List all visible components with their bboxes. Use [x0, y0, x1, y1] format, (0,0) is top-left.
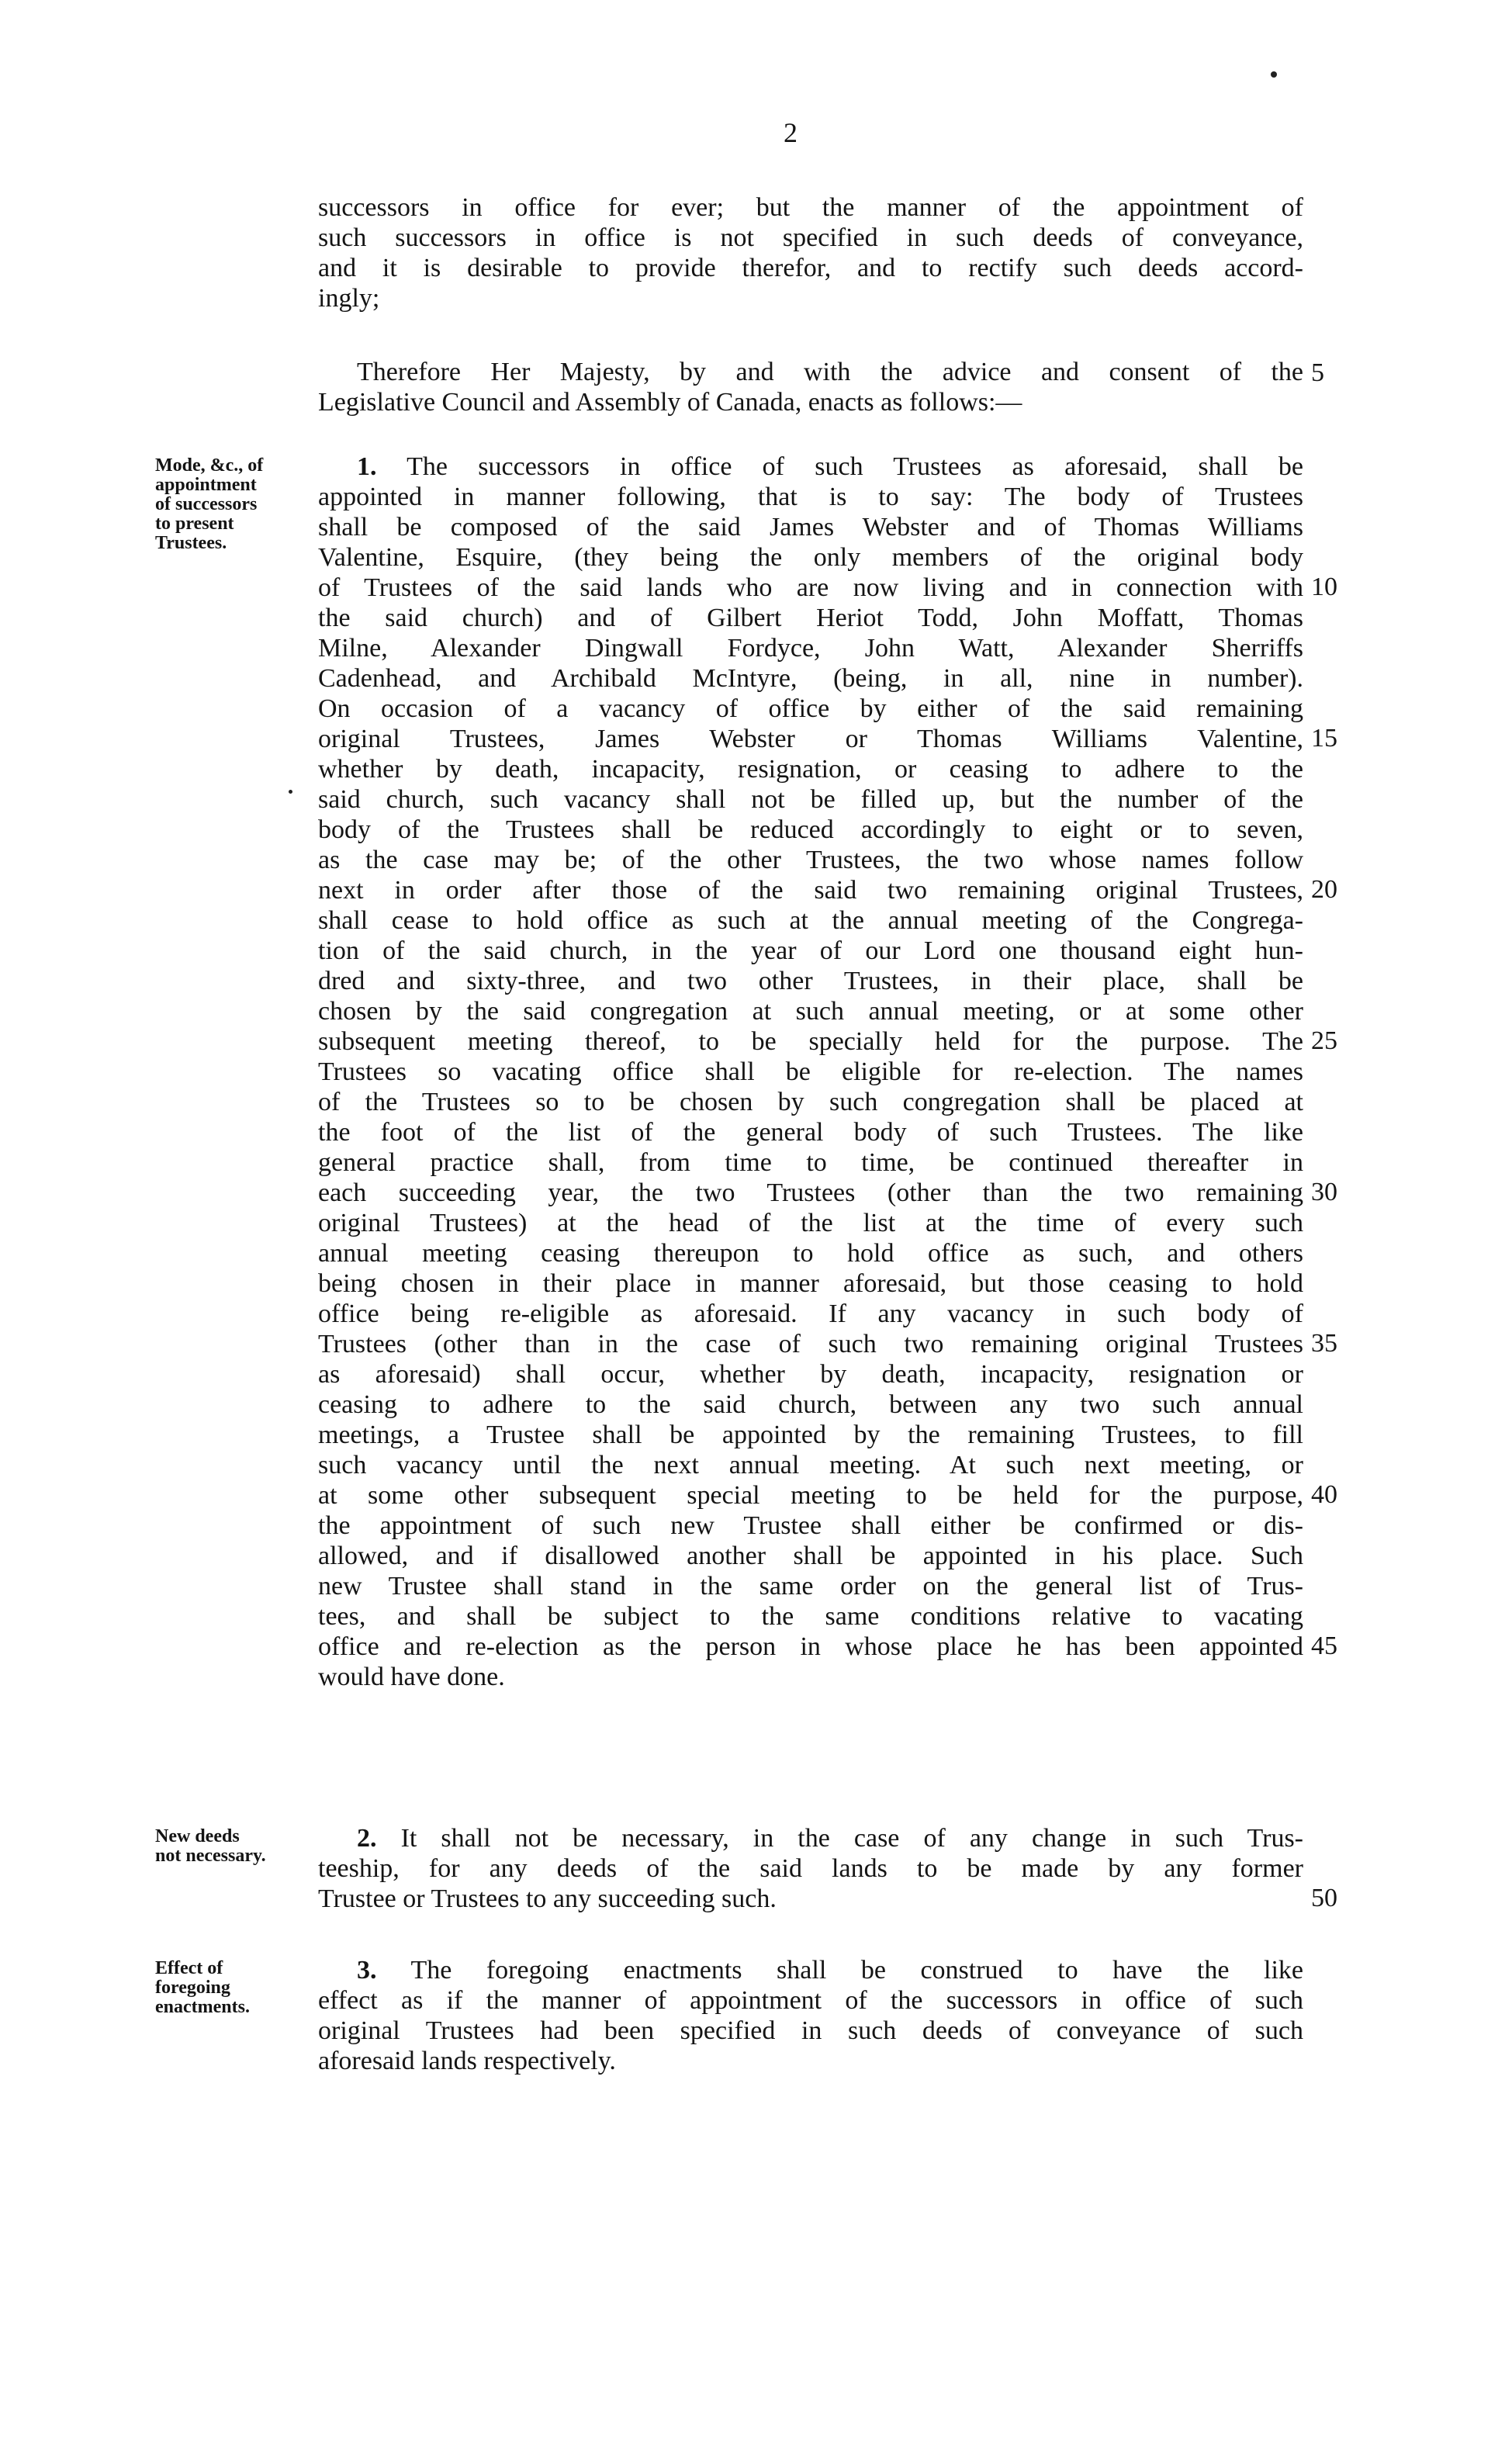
text-line: said church, such vacancy shall not be filled up, but the number of the [318, 785, 1303, 814]
text-line: allowed, and if disallowed another shall be appointed in his place. Such [318, 1542, 1303, 1570]
text-line: Cadenhead, and Archibald McIntyre, (being, in all, nine in number). [318, 664, 1303, 693]
print-speck [289, 790, 292, 794]
text-line: successors in office for ever; but the manner of the appointment of [318, 193, 1303, 222]
text-line: Valentine, Esquire, (they being the only members of the original body [318, 543, 1303, 572]
text-line: shall be composed of the said James Webster and of Thomas Williams [318, 513, 1303, 542]
page-number: 2 [784, 117, 798, 148]
print-speck [1271, 71, 1277, 78]
text-line: whether by death, incapacity, resignation, or ceasing to adhere to the [318, 755, 1303, 784]
margin-note-section-1: Mode, &c., of appointment of successors to present Trustees. [155, 455, 264, 553]
section-number: 3. [357, 1956, 377, 1985]
text-line: teeship, for any deeds of the said lands to be made by any former [318, 1854, 1303, 1883]
enacting-clause [318, 357, 1303, 417]
text-line: the said church) and of Gilbert Heriot Todd, John Moffatt, Thomas [318, 604, 1303, 632]
text-line: at some other subsequent special meeting to be held for the purpose, [318, 1481, 1303, 1510]
text-line: next in order after those of the said two remaining original Trustees, [318, 876, 1303, 905]
line-number: 25 [1311, 1026, 1337, 1055]
text-line: ingly; [318, 284, 380, 313]
line-number: 15 [1311, 724, 1337, 753]
text-line: dred and sixty-three, and two other Trustees, in their place, shall be [318, 967, 1303, 995]
text-line: appointed in manner following, that is to say: The body of Trustees [318, 483, 1303, 511]
text-line: annual meeting ceasing thereupon to hold office as such, and others [318, 1239, 1303, 1268]
line-number: 40 [1311, 1480, 1337, 1509]
text-line: 2. It shall not be necessary, in the case of any change in such Trus- [357, 1824, 1303, 1853]
section-2 [318, 1823, 1303, 1914]
text-line: On occasion of a vacancy of office by either of the said remaining [318, 694, 1303, 723]
text-line: 1. The successors in office of such Trustees as aforesaid, shall be [357, 452, 1303, 481]
text-line: chosen by the said congregation at such annual meeting, or at some other [318, 997, 1303, 1026]
text-line: being chosen in their place in manner aforesaid, but those ceasing to hold [318, 1269, 1303, 1298]
text-line: Therefore Her Majesty, by and with the advice and consent of the [357, 358, 1303, 386]
line-number: 45 [1311, 1632, 1337, 1660]
section-1 [318, 452, 1303, 1692]
intro-paragraph [318, 192, 1303, 313]
text-line: new Trustee shall stand in the same order on the general list of Trus- [318, 1572, 1303, 1601]
text-line: original Trustees had been specified in such deeds of conveyance of such [318, 2016, 1303, 2045]
text-line: such successors in office is not specified in such deeds of conveyance, [318, 223, 1303, 252]
text-line: of Trustees of the said lands who are now living and in connection with [318, 573, 1303, 602]
text-line: body of the Trustees shall be reduced accordingly to eight or to seven, [318, 815, 1303, 844]
text-line: as the case may be; of the other Trustees, the two whose names follow [318, 846, 1303, 874]
margin-note-section-3: Effect of foregoing enactments. [155, 1958, 250, 2017]
text-line: effect as if the manner of appointment of the successors in office of such [318, 1986, 1303, 2015]
text-line: would have done. [318, 1663, 505, 1691]
text-line: Trustees (other than in the case of such two remaining original Trustees [318, 1330, 1303, 1358]
section-number: 2. [357, 1824, 377, 1853]
line-number: 50 [1311, 1884, 1337, 1912]
line-number: 30 [1311, 1178, 1337, 1206]
line-number: 35 [1311, 1329, 1337, 1358]
text-line: Milne, Alexander Dingwall Fordyce, John Watt, Alexander Sherriffs [318, 634, 1303, 663]
text-line: and it is desirable to provide therefor, and to rectify such deeds accord- [318, 254, 1303, 282]
section-3 [318, 1955, 1303, 2076]
line-number: 10 [1311, 573, 1337, 601]
text-line: the appointment of such new Trustee shall either be confirmed or dis- [318, 1511, 1303, 1540]
text-line: original Trustees) at the head of the list at the time of every such [318, 1209, 1303, 1237]
text-line: shall cease to hold office as such at the annual meeting of the Congrega- [318, 906, 1303, 935]
text-line: aforesaid lands respectively. [318, 2047, 616, 2075]
text-line: meetings, a Trustee shall be appointed by the remaining Trustees, to fill [318, 1421, 1303, 1449]
text-line: 3. The foregoing enactments shall be construed to have the like [357, 1956, 1303, 1985]
text-line: each succeeding year, the two Trustees (other than the two remaining [318, 1178, 1303, 1207]
section-number: 1. [357, 452, 377, 481]
line-number: 20 [1311, 875, 1337, 904]
text-line: such vacancy until the next annual meeting. At such next meeting, or [318, 1451, 1303, 1479]
text-line: of the Trustees so to be chosen by such congregation shall be placed at [318, 1088, 1303, 1116]
text-line: Legislative Council and Assembly of Canada, enacts as follows:— [318, 388, 1022, 417]
margin-note-section-2: New deeds not necessary. [155, 1826, 266, 1866]
text-line: tion of the said church, in the year of our Lord one thousand eight hun- [318, 936, 1303, 965]
text-line: Trustee or Trustees to any succeeding such. [318, 1884, 777, 1913]
text-line: ceasing to adhere to the said church, between any two such annual [318, 1390, 1303, 1419]
text-line: Trustees so vacating office shall be eligible for re-election. The names [318, 1057, 1303, 1086]
line-number: 5 [1311, 358, 1324, 387]
text-line: the foot of the list of the general body of such Trustees. The like [318, 1118, 1303, 1147]
text-line: general practice shall, from time to time, be continued thereafter in [318, 1148, 1303, 1177]
text-line: office being re-eligible as aforesaid. If any vacancy in such body of [318, 1299, 1303, 1328]
text-line: tees, and shall be subject to the same conditions relative to vacating [318, 1602, 1303, 1631]
text-line: office and re-election as the person in whose place he has been appointed [318, 1632, 1303, 1661]
text-line: as aforesaid) shall occur, whether by death, incapacity, resignation or [318, 1360, 1303, 1389]
text-line: subsequent meeting thereof, to be specially held for the purpose. The [318, 1027, 1303, 1056]
text-line: original Trustees, James Webster or Thomas Williams Valentine, [318, 725, 1303, 753]
